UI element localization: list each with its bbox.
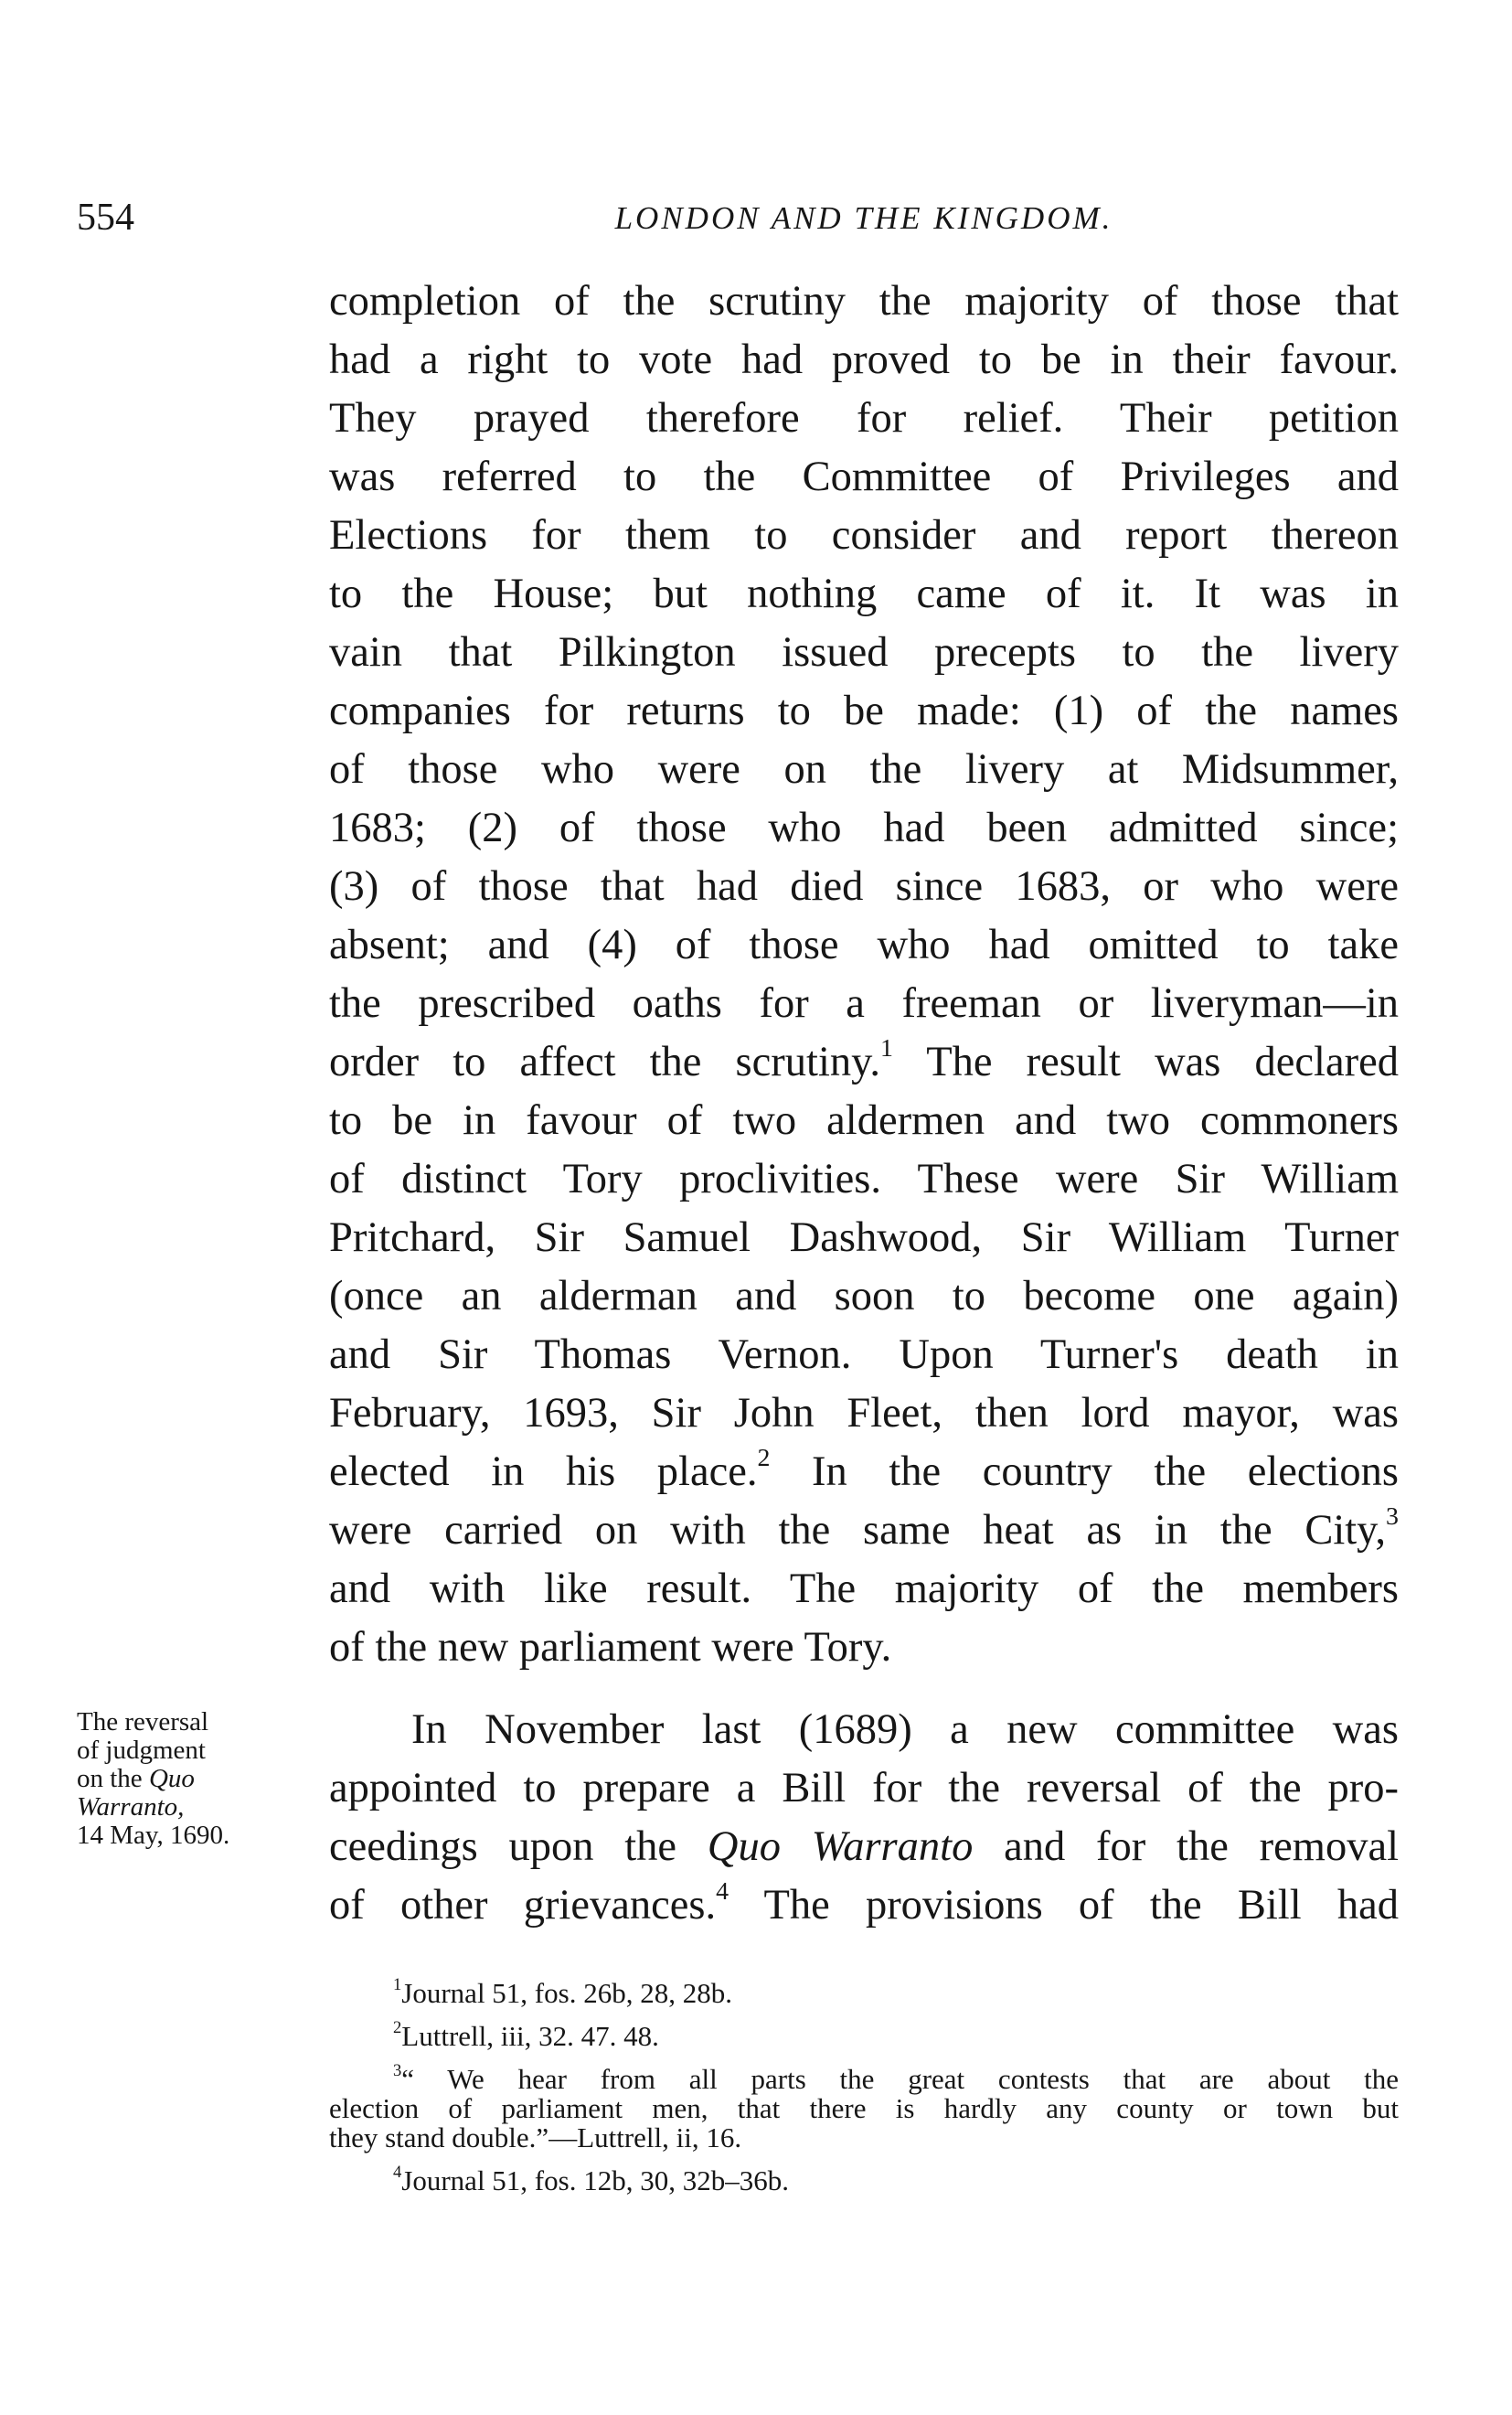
margin-note-line — [77, 1765, 324, 1793]
margin-note — [77, 1708, 324, 1850]
footnote-marker: 4 — [393, 2163, 402, 2183]
text-run: The result was declared — [926, 1039, 1399, 1085]
text-run: of other grievances. — [329, 1882, 717, 1929]
footnote-text: “ We hear from all parts the great contests that are about the — [401, 2063, 1399, 2095]
text-run: elected in his place. — [329, 1448, 758, 1495]
text-run: In the country the elections — [812, 1448, 1400, 1495]
margin-note-line: 14 May, 1690. — [77, 1821, 230, 1850]
text-line: of distinct Tory proclivities. These were Sir William — [329, 1156, 1399, 1202]
footnote-ref-3[interactable]: 3 — [1386, 1502, 1399, 1532]
text-line — [329, 1818, 1399, 1876]
margin-note-line — [77, 1793, 324, 1822]
footnote-ref-4[interactable]: 4 — [716, 1877, 729, 1907]
margin-note-line: of judgment — [77, 1736, 206, 1765]
footnote-marker: 1 — [393, 1975, 402, 1995]
italic-title: Warranto, — [77, 1792, 185, 1822]
text-line: completion of the scrutiny the majority of those that — [329, 278, 1399, 325]
text-line: 1683; (2) of those who had been admitted since; — [329, 805, 1399, 851]
footnote-ref-1[interactable]: 1 — [879, 1034, 893, 1063]
text-run: were carried on with the same heat as in the City, — [329, 1507, 1387, 1554]
text-line — [329, 1501, 1399, 1560]
footnote-marker: 3 — [393, 2061, 402, 2081]
text-line: In November last (1689) a new committee was — [411, 1706, 1399, 1753]
footnote-text: Journal 51, fos. 12b, 30, 32b–36b. — [401, 2164, 789, 2196]
text-line: to the House; but nothing came of it. It was in — [329, 571, 1399, 617]
text-line — [329, 1443, 1399, 1501]
text-line: absent; and (4) of those who had omitted to take — [329, 922, 1399, 968]
text-line: of the new parliament were Tory. — [329, 1624, 892, 1671]
page-number: 554 — [77, 197, 134, 239]
italic-title: Quo — [148, 1764, 195, 1793]
text-line — [329, 1033, 1399, 1092]
footnote-3 — [393, 2061, 1399, 2095]
text-line: to be in favour of two aldermen and two commoners — [329, 1097, 1399, 1144]
footnote-ref-2[interactable]: 2 — [757, 1444, 771, 1473]
margin-note-line: The reversal — [77, 1707, 209, 1736]
footnote-2 — [393, 2018, 1399, 2052]
text-line: was referred to the Committee of Privileges and — [329, 454, 1399, 500]
text-line: the prescribed oaths for a freeman or liveryman—in — [329, 980, 1399, 1027]
text-run: order to affect the scrutiny. — [329, 1039, 880, 1085]
text-run: The provisions of the Bill had — [763, 1882, 1399, 1929]
footnote-4 — [393, 2163, 1399, 2196]
footnote-text: Luttrell, iii, 32. 47. 48. — [401, 2020, 659, 2052]
text-line: and with like result. The majority of the members — [329, 1565, 1399, 1612]
text-line: (3) of those that had died since 1683, or who were — [329, 863, 1399, 910]
text-run: and for the removal — [1004, 1823, 1400, 1870]
text-line: February, 1693, Sir John Fleet, then lord mayor, was — [329, 1390, 1399, 1437]
footnote-3-line: they stand double.”—Luttrell, ii, 16. — [329, 2121, 742, 2153]
footnote-marker: 2 — [393, 2018, 402, 2038]
text-line: had a right to vote had proved to be in their favour. — [329, 337, 1399, 383]
text-line: (once an alderman and soon to become one again) — [329, 1273, 1399, 1320]
text-line: Pritchard, Sir Samuel Dashwood, Sir William Turner — [329, 1214, 1399, 1261]
text-run: ceedings upon the — [329, 1823, 677, 1870]
text-line: appointed to prepare a Bill for the reversal of the pro- — [329, 1765, 1399, 1811]
text-line: of those who were on the livery at Midsummer, — [329, 746, 1399, 793]
running-title: LONDON AND THE KINGDOM. — [614, 200, 1113, 236]
text-line: and Sir Thomas Vernon. Upon Turner's death in — [329, 1331, 1399, 1378]
footnote-text: Journal 51, fos. 26b, 28, 28b. — [401, 1977, 732, 2009]
text-line: They prayed therefore for relief. Their petition — [329, 395, 1399, 442]
italic-title: Quo Warranto — [707, 1823, 974, 1870]
text-line — [329, 1876, 1399, 1935]
text-line: companies for returns to be made: (1) of the names — [329, 688, 1399, 734]
footnote-3-line: election of parliament men, that there is hardly any county or town but — [329, 2092, 1399, 2124]
text-line: Elections for them to consider and report thereon — [329, 512, 1399, 559]
text-line: vain that Pilkington issued precepts to the livery — [329, 629, 1399, 676]
text-run: on the — [77, 1764, 143, 1793]
footnote-1 — [393, 1975, 1399, 2009]
